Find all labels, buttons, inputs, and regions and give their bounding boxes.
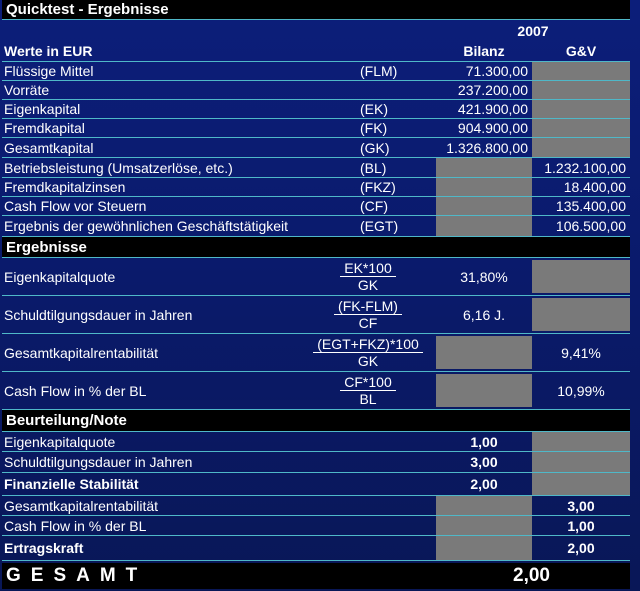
row-label: Cash Flow vor Steuern bbox=[4, 198, 147, 214]
row-label: Flüssige Mittel bbox=[4, 63, 94, 79]
table-row bbox=[2, 496, 630, 516]
table-row bbox=[2, 452, 630, 473]
total-row bbox=[2, 563, 630, 589]
guv-value: 10,99% bbox=[557, 382, 605, 399]
bilanz-value bbox=[436, 374, 532, 407]
bilanz-value: 237.200,00 bbox=[457, 82, 528, 98]
guv-value bbox=[532, 260, 630, 293]
table-row bbox=[2, 178, 630, 197]
col-guv-header: G&V bbox=[565, 43, 597, 59]
row-code: (FKZ) bbox=[360, 179, 396, 195]
table-row bbox=[2, 158, 630, 178]
formula-denominator: BL bbox=[359, 391, 377, 407]
row-label: Schuldtilgungsdauer in Jahren bbox=[4, 306, 193, 323]
rating-title: Beurteilung/Note bbox=[2, 410, 630, 431]
row-label: Finanzielle Stabilität bbox=[4, 476, 139, 492]
row-label: Schuldtilgungsdauer in Jahren bbox=[4, 454, 193, 470]
row-label: Cash Flow in % der BL bbox=[4, 382, 147, 399]
bilanz-value: 31,80% bbox=[460, 268, 508, 285]
formula-numerator: EK*100 bbox=[340, 260, 395, 277]
table-row bbox=[2, 216, 630, 237]
guv-value bbox=[532, 432, 630, 451]
formula-numerator: CF*100 bbox=[340, 374, 395, 391]
title-row bbox=[2, 0, 630, 20]
row-code: (FK) bbox=[360, 120, 388, 136]
row-label: Gesamtkapitalrentabilität bbox=[4, 497, 159, 514]
guv-value bbox=[532, 298, 630, 331]
formula-denominator: GK bbox=[357, 277, 379, 293]
row-code: (EK) bbox=[360, 101, 388, 117]
unit-label: Werte in EUR bbox=[4, 43, 93, 59]
table-row bbox=[2, 100, 630, 119]
guv-value: 135.400,00 bbox=[555, 198, 626, 214]
bilanz-value: 6,16 J. bbox=[462, 306, 506, 323]
total-label: GESAMT bbox=[6, 565, 148, 586]
row-label: Gesamtkapital bbox=[4, 139, 94, 156]
bilanz-value bbox=[436, 216, 532, 236]
row-label: Cash Flow in % der BL bbox=[4, 517, 147, 534]
table-row bbox=[2, 138, 630, 158]
page-title: Quicktest - Ergebnisse bbox=[2, 0, 630, 19]
table-row bbox=[2, 334, 630, 372]
bilanz-value: 3,00 bbox=[470, 454, 498, 470]
results-title: Ergebnisse bbox=[2, 237, 630, 257]
bilanz-value bbox=[436, 536, 532, 560]
bilanz-value: 904.900,00 bbox=[457, 120, 528, 136]
guv-value: 1,00 bbox=[567, 517, 595, 534]
guv-value bbox=[532, 119, 630, 137]
guv-value bbox=[532, 81, 630, 99]
row-label: Ergebnis der gewöhnlichen Geschäftstätigkeit bbox=[4, 218, 289, 234]
formula-denominator: CF bbox=[358, 315, 378, 331]
guv-value: 3,00 bbox=[567, 497, 595, 514]
row-label: Eigenkapital bbox=[4, 101, 81, 117]
row-code: (EGT) bbox=[360, 218, 399, 234]
guv-value bbox=[532, 62, 630, 80]
table-row bbox=[2, 372, 630, 410]
total-value: 2,00 bbox=[513, 565, 550, 586]
bilanz-value: 1,00 bbox=[470, 433, 498, 450]
guv-value bbox=[532, 138, 630, 157]
table-row bbox=[2, 197, 630, 216]
bilanz-value bbox=[436, 158, 532, 177]
column-header-row bbox=[2, 20, 630, 62]
table-row bbox=[2, 516, 630, 536]
table-row bbox=[2, 81, 630, 100]
bilanz-value bbox=[436, 516, 532, 535]
formula bbox=[312, 334, 424, 371]
row-label: Fremdkapital bbox=[4, 120, 85, 136]
formula-numerator: (FK-FLM) bbox=[334, 298, 402, 315]
formula-denominator: GK bbox=[357, 353, 379, 369]
bilanz-value: 71.300,00 bbox=[465, 63, 528, 79]
bilanz-value bbox=[436, 496, 532, 515]
row-label: Betriebsleistung (Umsatzerlöse, etc.) bbox=[4, 159, 233, 176]
bilanz-value bbox=[436, 178, 532, 196]
bilanz-value: 421.900,00 bbox=[457, 101, 528, 117]
table-row bbox=[2, 62, 630, 81]
bilanz-value bbox=[436, 197, 532, 215]
row-code: (GK) bbox=[360, 139, 390, 156]
guv-value: 1.232.100,00 bbox=[544, 159, 626, 176]
row-label: Vorräte bbox=[4, 82, 50, 98]
bilanz-value: 1.326.800,00 bbox=[446, 139, 528, 156]
table-row bbox=[2, 258, 630, 296]
row-code: (CF) bbox=[360, 198, 388, 214]
row-label: Fremdkapitalzinsen bbox=[4, 179, 126, 195]
table-row bbox=[2, 536, 630, 561]
guv-value bbox=[532, 452, 630, 472]
rating-header-row bbox=[2, 410, 630, 432]
year-label: 2007 bbox=[517, 23, 549, 39]
formula bbox=[312, 296, 424, 333]
guv-value: 9,41% bbox=[561, 344, 601, 361]
formula bbox=[312, 372, 424, 409]
row-code: (BL) bbox=[360, 159, 387, 176]
table-row bbox=[2, 473, 630, 496]
row-label: Ertragskraft bbox=[4, 540, 84, 556]
guv-value bbox=[532, 473, 630, 495]
bilanz-value: 2,00 bbox=[470, 476, 498, 492]
table-row bbox=[2, 296, 630, 334]
table-row bbox=[2, 432, 630, 452]
guv-value bbox=[532, 100, 630, 118]
row-code: (FLM) bbox=[360, 63, 398, 79]
results-header-row bbox=[2, 237, 630, 258]
row-label: Eigenkapitalquote bbox=[4, 433, 116, 450]
table-row bbox=[2, 119, 630, 138]
formula-numerator: (EGT+FKZ)*100 bbox=[313, 336, 423, 353]
bilanz-value bbox=[436, 336, 532, 369]
guv-value: 106.500,00 bbox=[555, 218, 626, 234]
guv-value: 18.400,00 bbox=[563, 179, 626, 195]
row-label: Gesamtkapitalrentabilität bbox=[4, 344, 159, 361]
row-label: Eigenkapitalquote bbox=[4, 268, 116, 285]
guv-value: 2,00 bbox=[567, 540, 595, 556]
formula bbox=[312, 258, 424, 295]
col-bilanz-header: Bilanz bbox=[463, 43, 505, 59]
